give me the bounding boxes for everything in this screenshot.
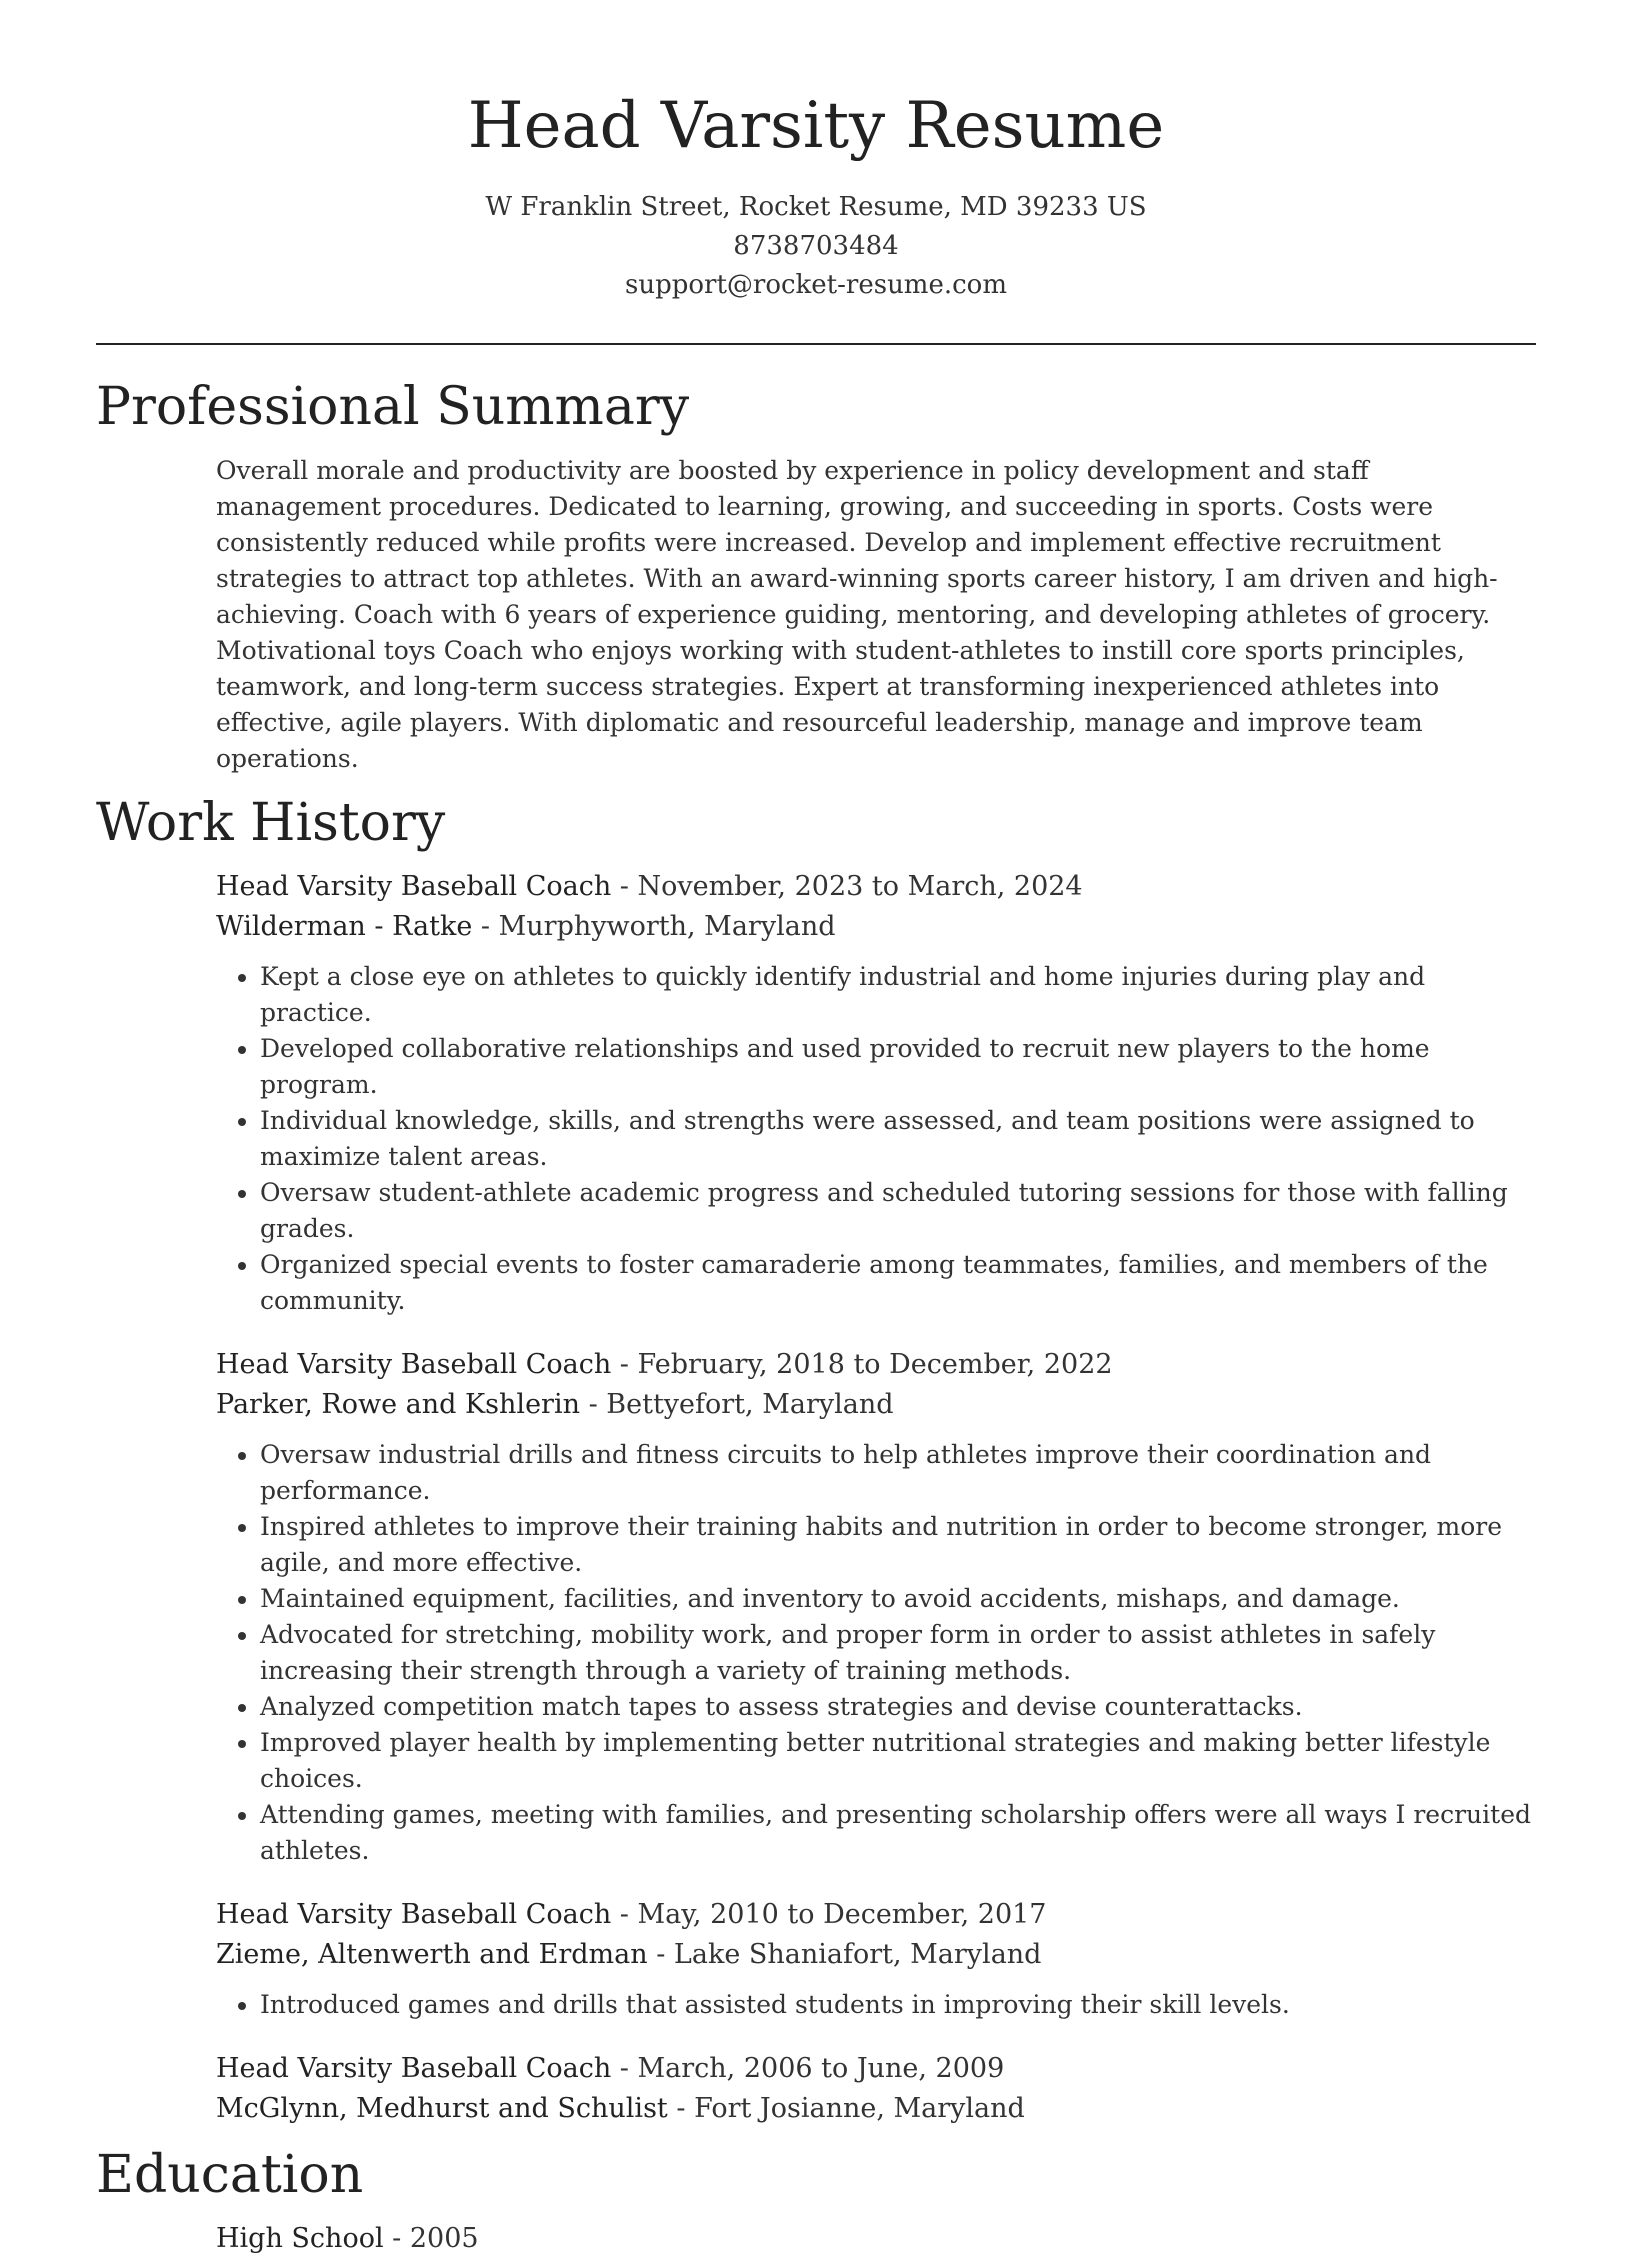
header-divider xyxy=(96,343,1536,345)
job-location: - Murphyworth, Maryland xyxy=(472,911,836,942)
job-bullet: • Advocated for stretching, mobility work, and proper form in order to assist athletes in safely increasing their strength through a variety of training methods. xyxy=(260,1617,1536,1689)
job-bullet: • Improved player health by implementing better nutritional strategies and making better lifestyle choices. xyxy=(260,1725,1536,1797)
job-location: - Fort Josianne, Maryland xyxy=(667,2093,1025,2124)
job-bullet: • Organized special events to foster camaraderie among teammates, families, and members of the community. xyxy=(260,1247,1536,1319)
job-title-line xyxy=(216,1895,1536,1935)
job-company-line xyxy=(216,907,1536,947)
education-entry xyxy=(216,2219,1536,2259)
resume-title: Head Varsity Resume xyxy=(467,89,1165,163)
job-bullets xyxy=(216,1987,1536,2023)
job-role: Head Varsity Baseball Coach xyxy=(216,1899,612,1930)
job-entry xyxy=(216,867,1536,1319)
education-degree: High School xyxy=(216,2223,384,2254)
job-company-line xyxy=(216,1385,1536,1425)
job-bullet: • Developed collaborative relationships and used provided to recruit new players to the home program. xyxy=(260,1031,1536,1103)
summary-section xyxy=(96,375,1536,777)
job-entry xyxy=(216,1345,1536,1869)
job-role: Head Varsity Baseball Coach xyxy=(216,871,612,902)
job-dates: - February, 2018 to December, 2022 xyxy=(611,1349,1113,1380)
resume-page xyxy=(96,0,1536,2259)
contact-email: support@rocket-resume.com xyxy=(624,270,1007,300)
job-bullet: • Introduced games and drills that assisted students in improving their skill levels. xyxy=(260,1987,1536,2023)
job-bullets xyxy=(216,959,1536,1319)
job-title-line xyxy=(216,1345,1536,1385)
job-entry xyxy=(216,2049,1536,2129)
job-title-line xyxy=(216,867,1536,907)
job-bullet: • Oversaw industrial drills and fitness circuits to help athletes improve their coordination and performance. xyxy=(260,1437,1536,1509)
summary-text: Overall morale and productivity are boosted by experience in policy development and staff management procedures. Dedicated to learning, growing, and succeeding in sports. Costs were consistently reduced while profits were increased. Develop and implement effective recruitment strategies to attract top athletes. With an award-winning sports career history, I am driven and high-achieving. Coach with 6 years of experience guiding, mentoring, and developing athletes of grocery. Motivational toys Coach who enjoys working with student-athletes to instill core sports principles, teamwork, and long-term success strategies. Expert at transforming inexperienced athletes into effective, agile players. With diplomatic and resourceful leadership, manage and improve team operations. xyxy=(216,456,1498,773)
job-dates: - May, 2010 to December, 2017 xyxy=(611,1899,1047,1930)
contact-address: W Franklin Street, Rocket Resume, MD 39233 US xyxy=(485,192,1147,222)
job-company: Wilderman - Ratke xyxy=(216,911,473,942)
job-location: - Lake Shaniafort, Maryland xyxy=(647,1939,1042,1970)
contact-block xyxy=(96,188,1536,305)
job-bullet: • Oversaw student-athlete academic progress and scheduled tutoring sessions for those with falling grades. xyxy=(260,1175,1536,1247)
resume-header xyxy=(96,0,1536,305)
job-dates: - November, 2023 to March, 2024 xyxy=(611,871,1083,902)
job-location: - Bettyefort, Maryland xyxy=(579,1389,894,1420)
job-role: Head Varsity Baseball Coach xyxy=(216,2053,612,2084)
education-year: - 2005 xyxy=(383,2223,479,2254)
job-bullet: • Kept a close eye on athletes to quickly identify industrial and home injuries during play and practice. xyxy=(260,959,1536,1031)
contact-phone: 8738703484 xyxy=(733,231,899,261)
job-bullet: • Analyzed competition match tapes to assess strategies and devise counterattacks. xyxy=(260,1689,1536,1725)
job-bullet: • Individual knowledge, skills, and strengths were assessed, and team positions were assigned to maximize talent areas. xyxy=(260,1103,1536,1175)
job-company: Zieme, Altenwerth and Erdman xyxy=(216,1939,648,1970)
job-company: Parker, Rowe and Kshlerin xyxy=(216,1389,580,1420)
section-title-work-history: Work History xyxy=(96,793,446,853)
job-bullet: • Maintained equipment, facilities, and inventory to avoid accidents, mishaps, and damage. xyxy=(260,1581,1536,1617)
job-company-line xyxy=(216,2089,1536,2129)
section-title-summary: Professional Summary xyxy=(96,377,690,437)
job-dates: - March, 2006 to June, 2009 xyxy=(611,2053,1005,2084)
job-bullet: • Attending games, meeting with families, and presenting scholarship offers were all ways I recruited athletes. xyxy=(260,1797,1536,1869)
job-bullet: • Inspired athletes to improve their training habits and nutrition in order to become stronger, more agile, and more effective. xyxy=(260,1509,1536,1581)
job-bullets xyxy=(216,1437,1536,1869)
job-title-line xyxy=(216,2049,1536,2089)
job-entry xyxy=(216,1895,1536,2023)
job-company-line xyxy=(216,1935,1536,1975)
job-role: Head Varsity Baseball Coach xyxy=(216,1349,612,1380)
section-title-education: Education xyxy=(96,2145,364,2205)
education-section xyxy=(96,2143,1536,2259)
work-history-section xyxy=(96,791,1536,2129)
job-company: McGlynn, Medhurst and Schulist xyxy=(216,2093,668,2124)
